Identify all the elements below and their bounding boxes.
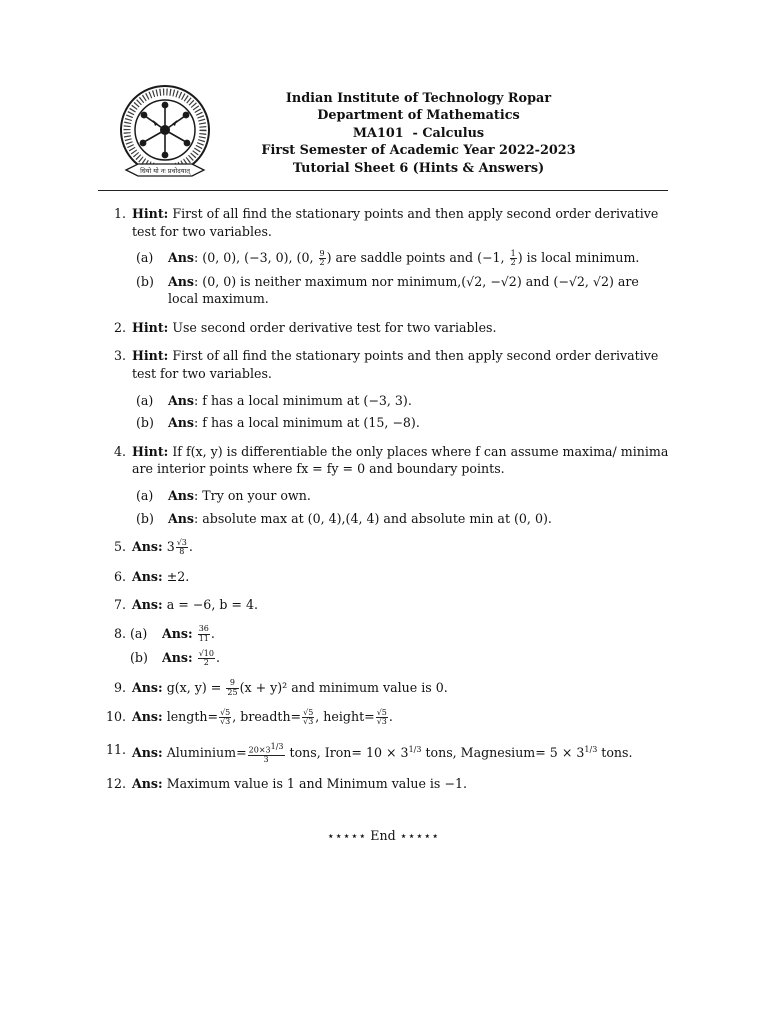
hint-text: Use second order derivative test for two variables. <box>172 319 497 335</box>
subitem-1b <box>132 273 672 308</box>
institute-name: Indian Institute of Technology Ropar <box>285 91 552 106</box>
ans-label: Ans <box>168 273 195 289</box>
fraction-denominator: √3 <box>376 717 387 727</box>
item-number: 8. <box>113 625 126 641</box>
subitem-1a <box>132 249 672 268</box>
fraction-numerator: √5 <box>376 707 387 717</box>
ans-label: Ans: <box>132 776 163 792</box>
answer-text: , breadth= <box>232 709 302 725</box>
ans-label: Ans: <box>132 709 163 725</box>
answer-text: : Try on your own. <box>194 488 311 504</box>
hint-label: Hint: <box>132 348 169 364</box>
answer-text: length= <box>166 709 219 725</box>
list-item-10 <box>98 708 672 727</box>
exponent: 1/3 <box>408 744 422 754</box>
sheet-title: Tutorial Sheet 6 (Hints & Answers) <box>292 160 545 176</box>
hint-text: First of all find the stationary points and then apply second order derivative test for two variables. <box>132 348 659 382</box>
fraction <box>248 743 285 765</box>
fraction <box>319 250 326 268</box>
fraction <box>376 709 388 727</box>
subitem-3b <box>132 414 672 432</box>
course-name: MA101 - Calculus <box>352 125 485 141</box>
answer-text: : (0, 0) is neither maximum nor minimum,(√2, −√2) and (−√2, √2) are local maximum. <box>168 273 639 307</box>
fraction-denominator: 25 <box>227 687 238 697</box>
answer-text: Maximum value is 1 and Minimum value is −1. <box>166 776 467 792</box>
answer-text: . <box>210 625 215 641</box>
answer-text: (x + y)² and minimum value is 0. <box>239 679 448 695</box>
answer-text: . <box>388 709 393 725</box>
list-item-2 <box>98 319 672 337</box>
answer-text: 3 <box>166 539 175 555</box>
ans-label: Ans: <box>132 679 163 695</box>
subitem-label: (a) <box>136 488 154 504</box>
ans-label: Ans <box>168 392 195 408</box>
fraction <box>198 625 210 643</box>
header-title-block <box>246 90 591 177</box>
answer-text: g(x, y) = <box>166 679 222 695</box>
answer-text: . <box>188 539 193 555</box>
subitem-label: (a) <box>130 625 148 641</box>
iit-ropar-logo <box>118 84 212 190</box>
fraction <box>302 709 314 727</box>
semester-line: First Semester of Academic Year 2022-2023 <box>261 143 576 159</box>
item-number: 10. <box>105 709 126 725</box>
ans-label: Ans: <box>162 650 193 666</box>
subitem-label: (a) <box>136 392 154 408</box>
item-number: 3. <box>113 348 126 364</box>
fraction-numerator: √5 <box>303 707 314 717</box>
item-number: 9. <box>113 679 126 695</box>
fraction-numerator: √3 <box>176 537 187 547</box>
document-header <box>98 80 668 190</box>
answer-text: : (0, 0), (−3, 0), (0, <box>194 250 314 266</box>
item-number: 12. <box>105 776 126 792</box>
fraction-denominator: √3 <box>220 717 231 727</box>
ans-label: Ans: <box>162 625 193 641</box>
fraction-denominator: √3 <box>303 717 314 727</box>
subitem-8a <box>132 625 672 644</box>
list-item-9 <box>98 679 672 698</box>
fraction-denominator: 2 <box>510 258 516 268</box>
ans-label: Ans: <box>132 568 163 584</box>
ans-label: Ans <box>168 250 195 266</box>
hint-text: First of all find the stationary points and then apply second order derivative test for two variables. <box>132 206 659 239</box>
fraction <box>226 679 238 697</box>
item-number: 2. <box>113 319 126 335</box>
answer-text: ) are saddle points and (−1, <box>326 250 505 266</box>
ans-label: Ans: <box>132 745 163 761</box>
subitem-3a <box>132 392 672 410</box>
subitem-label: (b) <box>130 650 148 666</box>
fraction-numerator: √5 <box>220 707 231 717</box>
answer-text: : absolute max at (0, 4),(4, 4) and absolute min at (0, 0). <box>194 510 552 526</box>
end-marker: ⋆⋆⋆⋆⋆ End ⋆⋆⋆⋆⋆ <box>326 828 440 843</box>
hint-text: If f(x, y) is differentiable the only places where f can assume maxima/ minima are interior points where fx = fy = 0 and boundary points. <box>132 443 669 477</box>
answer-text: tons. <box>597 745 633 761</box>
answers-list <box>98 205 672 804</box>
list-item-1 <box>98 205 672 308</box>
list-item-12 <box>98 775 672 793</box>
fraction-numerator: 9 <box>319 248 325 258</box>
fraction-numerator: 1 <box>510 248 516 258</box>
fraction <box>198 650 215 668</box>
ans-label: Ans <box>168 415 195 431</box>
department-name: Department of Mathematics <box>317 108 520 124</box>
item-number: 7. <box>113 597 126 613</box>
subitem-label: (b) <box>136 510 154 526</box>
item-number: 4. <box>113 443 126 459</box>
fraction-numerator: √10 <box>198 648 214 658</box>
list-item-8 <box>98 625 672 668</box>
ans-label: Ans <box>168 488 195 504</box>
fraction-denominator: 11 <box>198 633 209 643</box>
ans-label: Ans: <box>132 597 163 613</box>
answer-text: Aluminium= <box>166 745 247 761</box>
subitem-8b <box>132 649 672 668</box>
logo-motto: धियो यो नः प्रचोदयात् <box>140 167 190 175</box>
fraction-numerator: 9 <box>226 679 238 689</box>
subitem-label: (b) <box>136 273 154 289</box>
fraction-denominator: 8 <box>179 547 185 557</box>
subitem-label: (b) <box>136 415 154 431</box>
list-item-11 <box>98 741 672 765</box>
answer-text: tons, Magnesium= 5 × 3 <box>421 745 585 761</box>
answer-text: , height= <box>315 709 375 725</box>
list-item-5 <box>98 538 672 557</box>
fraction <box>176 539 188 557</box>
fraction-denominator: 2 <box>319 258 325 268</box>
fraction <box>219 709 231 727</box>
answer-text: ) is local minimum. <box>517 250 640 266</box>
header-divider <box>98 190 668 191</box>
list-item-3 <box>98 347 672 431</box>
subitem-4b <box>132 510 672 528</box>
hint-label: Hint: <box>132 443 169 459</box>
exponent: 1/3 <box>584 744 598 754</box>
item-number: 6. <box>113 568 126 584</box>
fraction-numerator: 36 <box>198 624 209 634</box>
answer-text: ±2. <box>166 568 190 584</box>
item-number: 1. <box>113 206 126 221</box>
answer-text: . <box>215 650 220 666</box>
fraction <box>510 250 517 268</box>
numerator-text: 20×3 <box>248 745 271 755</box>
ans-label: Ans: <box>132 539 163 555</box>
item-number: 5. <box>113 539 126 555</box>
item-number: 11. <box>105 741 126 757</box>
hint-label: Hint: <box>132 206 169 221</box>
fraction-numerator <box>248 743 285 756</box>
fraction-denominator: 2 <box>203 658 209 668</box>
answer-text: tons, Iron= 10 × 3 <box>285 745 409 761</box>
list-item-6 <box>98 568 672 586</box>
list-item-7 <box>98 596 672 614</box>
answer-text: : f has a local minimum at (15, −8). <box>194 415 420 431</box>
list-item-4 <box>98 443 672 527</box>
exponent: 1/3 <box>270 741 284 751</box>
fraction-denominator: 3 <box>263 754 269 764</box>
subitem-label: (a) <box>136 250 154 266</box>
hint-label: Hint: <box>132 319 169 335</box>
answer-text: a = −6, b = 4. <box>166 597 258 613</box>
subitem-4a <box>132 487 672 505</box>
ans-label: Ans <box>168 510 195 526</box>
answer-text: : f has a local minimum at (−3, 3). <box>194 392 412 408</box>
iit-ropar-seal-icon <box>118 84 212 190</box>
